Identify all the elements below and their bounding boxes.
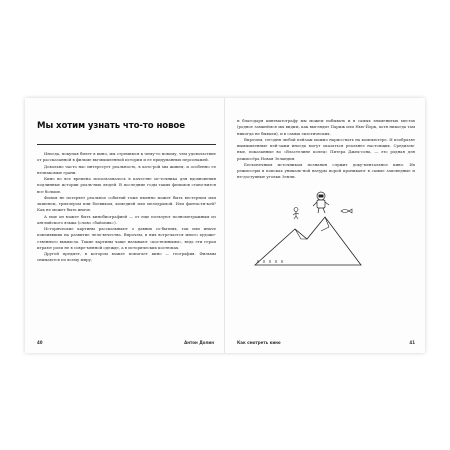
mountain-outline xyxy=(255,217,361,265)
fish-icon xyxy=(341,209,352,213)
mountain-ridge xyxy=(295,217,329,239)
chapter-title: Мы хотим узнать что-то новое xyxy=(37,121,185,131)
left-footer xyxy=(37,340,214,345)
left-page xyxy=(25,98,225,353)
title-divider xyxy=(37,144,216,145)
book-spread xyxy=(25,98,425,353)
paragraph: Кино во все времена использовалось в качестве ис-точника для вдохновения подлинные истории реаль-ных людей. В последние годы таких фильмов стано-вится все больше. xyxy=(37,176,216,194)
paragraph: Довольно часто нас интересует реальность, в кото-рой мы живем, и особенно ее незнакомые грани. xyxy=(37,163,216,175)
right-footer xyxy=(237,340,415,345)
paragraph: А еще он может быть кинобиографией — от еще пользуют полнометражным из английского языка (слово «байопик»). xyxy=(37,213,216,225)
paragraph: Исторические картины рассказывают о давних со-бытиях, так или иначе повлиявших на развитие чело-вечества. Впрочем, в них встречается много художе-ственного вымысла. Такие картины чаще называют «костюмными», ведь эти герои играют роли не в совре-менной одежде, а в исторических костюмах. xyxy=(37,226,216,250)
small-figure-icon xyxy=(293,207,299,219)
paragraph: Фильм не потеряет реальное событий тоже именно может быть вестерном или экшеном, триллером или боевиком, комедией или мелодрамой. Или фантасти-кой? Как не может быть иначе. xyxy=(37,194,216,213)
page-number: 40 xyxy=(37,340,43,345)
running-head: Антон Долин xyxy=(184,340,214,345)
paragraph: Другой предмет, в котором может помогает кино — география. Фильмы снимаются по всему миру, xyxy=(37,251,216,263)
falling-figure-icon xyxy=(313,192,329,213)
running-head: Как смотреть кино xyxy=(237,340,281,345)
mountain-drawing xyxy=(237,183,415,271)
right-page xyxy=(225,98,425,353)
mountain-illustration xyxy=(237,183,415,271)
page-number: 41 xyxy=(409,340,415,345)
paragraph: Бесконечным источником познания служит доку-ментальное кино. Их режиссеры в поисках уникаль-ной натуры порой проникают в самые заповедные и не-доступные уголки Земли. xyxy=(237,161,415,180)
paragraph: Впрочем, сегодня любой пейзаж можно нарисо-вать на компьютере. И изобразят вымышленные пей-зажи иногда могут оказаться реальнее настоящих. Средизем-ные, показанные во «Властелине колец» Питера Джек-сона, — это родная для режиссёра Новая Зеландия. xyxy=(237,136,415,161)
grass-lines xyxy=(257,260,283,263)
paragraph: и благодаря кинематографу мы можем побывать и в самых знаменитых местах (родное замкнёмся мы видим, как выглядит Париж или Нью-Йорк, хотя никогда там никогда не бывали), и в самых экзотических. xyxy=(237,118,415,136)
paragraph: Иногда, покупая билет в кино, мы стремимся к чему-то новому, чем удовольствие от рассказанной в фильме вы-мышленной истории и ее придуманных персонажей. xyxy=(37,151,216,163)
